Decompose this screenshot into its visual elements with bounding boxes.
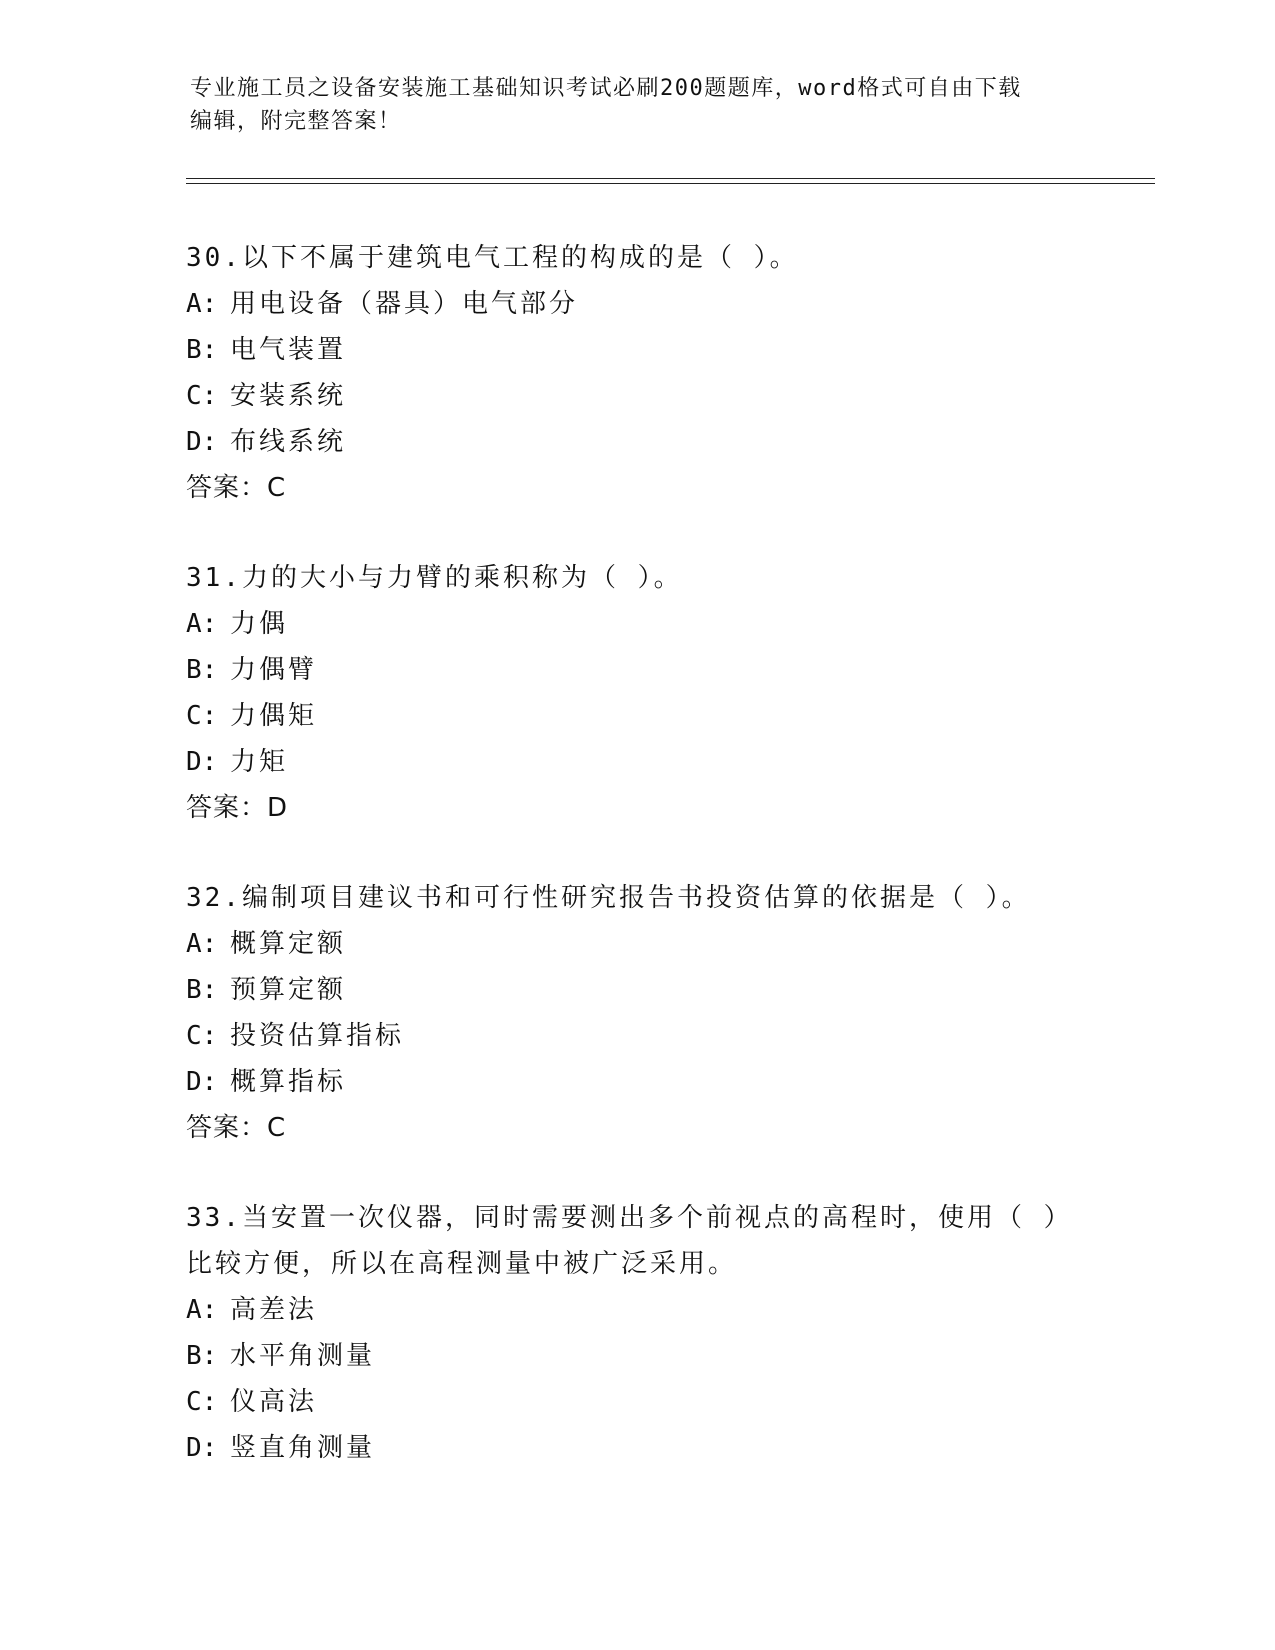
option-text: 安装系统 bbox=[230, 381, 347, 411]
option-d bbox=[186, 1425, 1086, 1471]
option-b bbox=[186, 1333, 1086, 1379]
option-d bbox=[186, 739, 1086, 785]
option-c bbox=[186, 693, 1086, 739]
header-divider-top bbox=[186, 178, 1155, 179]
question-30 bbox=[186, 235, 1086, 511]
option-text: 预算定额 bbox=[230, 975, 347, 1005]
option-text: 仪高法 bbox=[230, 1387, 318, 1417]
option-key: B: bbox=[186, 1341, 218, 1371]
option-key: A: bbox=[186, 929, 218, 959]
option-b bbox=[186, 647, 1086, 693]
header-line-2: 编辑，附完整答案！ bbox=[190, 109, 402, 134]
option-key: C: bbox=[186, 381, 218, 411]
option-text: 竖直角测量 bbox=[230, 1433, 376, 1463]
option-key: B: bbox=[186, 975, 218, 1005]
question-title: 33.当安置一次仪器，同时需要测出多个前视点的高程时，使用（ ）比较方便，所以在高程测量中被广泛采用。 bbox=[186, 1203, 1060, 1279]
option-d bbox=[186, 1059, 1086, 1105]
option-text: 力偶矩 bbox=[230, 701, 318, 731]
question-32 bbox=[186, 875, 1086, 1151]
answer-line: 答案：C bbox=[186, 473, 287, 503]
option-key: B: bbox=[186, 335, 218, 365]
question-title: 32.编制项目建议书和可行性研究报告书投资估算的依据是（ ）。 bbox=[186, 883, 1031, 913]
option-key: D: bbox=[186, 427, 218, 457]
question-title: 31.力的大小与力臂的乘积称为（ ）。 bbox=[186, 563, 683, 593]
option-key: C: bbox=[186, 1387, 218, 1417]
option-text: 力偶臂 bbox=[230, 655, 318, 685]
option-b bbox=[186, 967, 1086, 1013]
question-33 bbox=[186, 1195, 1086, 1471]
header-divider-bottom bbox=[186, 183, 1155, 184]
option-key: A: bbox=[186, 609, 218, 639]
question-title: 30.以下不属于建筑电气工程的构成的是（ ）。 bbox=[186, 243, 799, 273]
option-text: 投资估算指标 bbox=[230, 1021, 405, 1051]
option-key: D: bbox=[186, 1433, 218, 1463]
option-c bbox=[186, 1013, 1086, 1059]
option-text: 力偶 bbox=[230, 609, 289, 639]
option-key: C: bbox=[186, 701, 218, 731]
answer-line: 答案：C bbox=[186, 1113, 287, 1143]
option-a bbox=[186, 921, 1086, 967]
option-text: 水平角测量 bbox=[230, 1341, 376, 1371]
option-a bbox=[186, 601, 1086, 647]
option-text: 概算指标 bbox=[230, 1067, 347, 1097]
option-text: 电气装置 bbox=[230, 335, 347, 365]
option-a bbox=[186, 281, 1086, 327]
header-line-1: 专业施工员之设备安装施工基础知识考试必刷200题题库，word格式可自由下载 bbox=[190, 76, 1022, 101]
option-key: D: bbox=[186, 1067, 218, 1097]
option-c bbox=[186, 373, 1086, 419]
option-text: 力矩 bbox=[230, 747, 289, 777]
option-key: B: bbox=[186, 655, 218, 685]
document-header bbox=[190, 72, 1090, 138]
option-key: C: bbox=[186, 1021, 218, 1051]
answer-line: 答案：D bbox=[186, 793, 289, 823]
option-text: 概算定额 bbox=[230, 929, 347, 959]
option-key: D: bbox=[186, 747, 218, 777]
option-b bbox=[186, 327, 1086, 373]
option-text: 高差法 bbox=[230, 1295, 318, 1325]
question-31 bbox=[186, 555, 1086, 831]
option-key: A: bbox=[186, 1295, 218, 1325]
option-key: A: bbox=[186, 289, 218, 319]
option-d bbox=[186, 419, 1086, 465]
option-a bbox=[186, 1287, 1086, 1333]
option-c bbox=[186, 1379, 1086, 1425]
option-text: 布线系统 bbox=[230, 427, 347, 457]
option-text: 用电设备（器具）电气部分 bbox=[230, 289, 579, 319]
